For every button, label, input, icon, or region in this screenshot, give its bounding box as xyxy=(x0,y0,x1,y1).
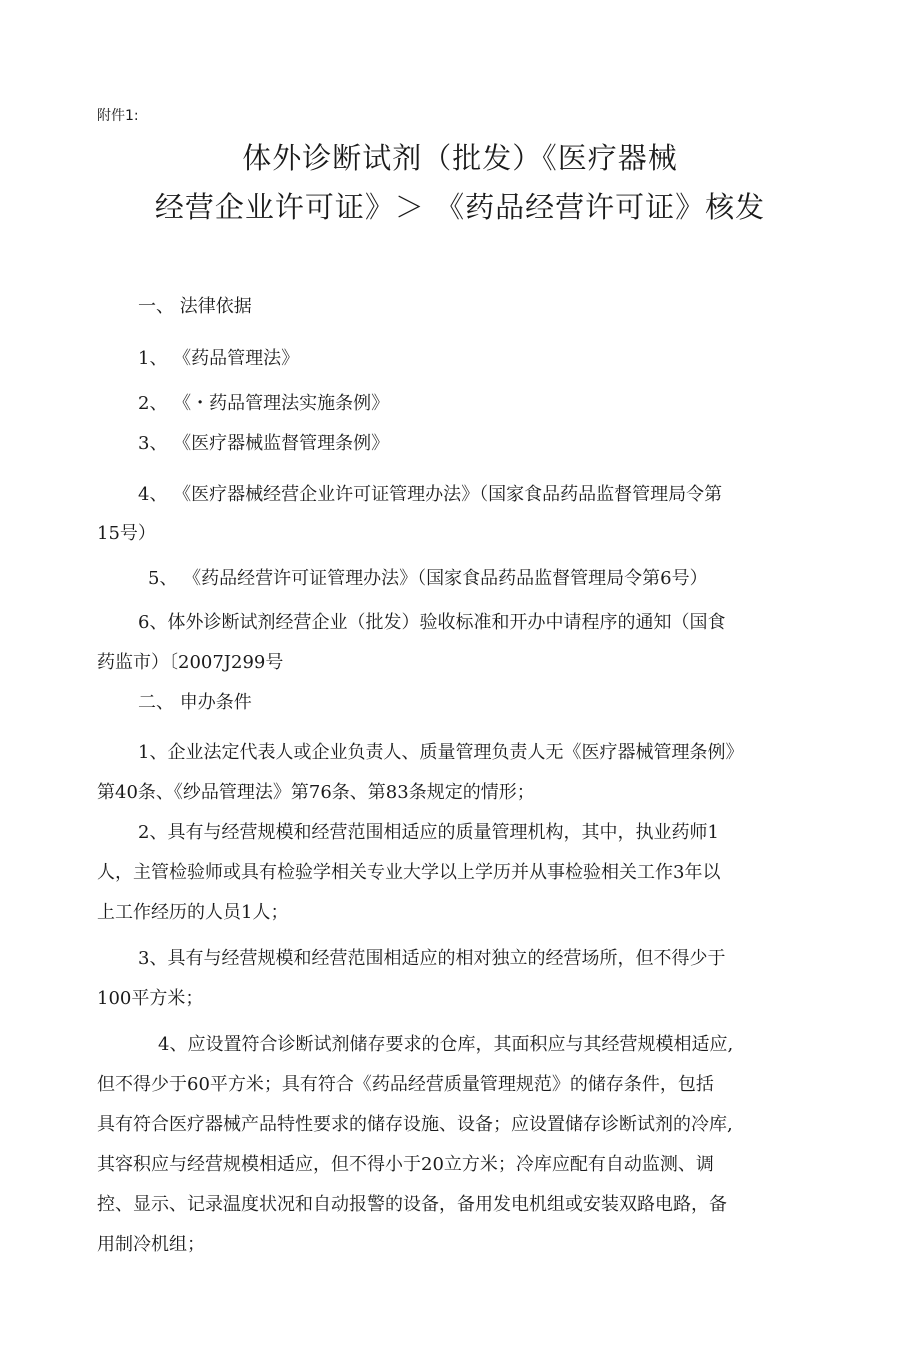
condition-line: 人，主管检验师或具有检验学相关专业大学以上学历并从事检验相关工作3年以 xyxy=(97,862,721,883)
section-heading-legal-basis: 一、 法律依据 xyxy=(138,296,252,317)
condition-line: 1、企业法定代表人或企业负责人、质量管理负责人无《医疗器械管理条例》 xyxy=(138,742,744,763)
document-title-line-2: 经营企业许可证》＞ 《药品经营许可证》核发 xyxy=(154,190,766,224)
condition-line: 3、具有与经营规模和经营范围相适应的相对独立的经营场所，但不得少于 xyxy=(138,948,726,969)
condition-line: 其容积应与经营规模相适应，但不得小于20立方米；冷库应配有自动监测、调 xyxy=(97,1154,714,1175)
attachment-label: 附件1: xyxy=(97,108,139,124)
legal-basis-item-3: 3、 《医疗器械监督管理条例》 xyxy=(138,433,390,454)
condition-line: 但不得少于60平方米；具有符合《药品经营质量管理规范》的储存条件，包括 xyxy=(97,1074,714,1095)
condition-line: 上工作经历的人员1人； xyxy=(97,902,289,923)
condition-line: 100平方米； xyxy=(97,988,204,1009)
condition-line: 2、具有与经营规模和经营范围相适应的质量管理机构，其中，执业药师1 xyxy=(138,822,719,843)
legal-basis-item-4-cont: 15号） xyxy=(97,523,156,544)
condition-line: 控、显示、记录温度状况和自动报警的设备，备用发电机组或安装双路电路，备 xyxy=(97,1194,727,1215)
legal-basis-item-4: 4、 《医疗器械经营企业许可证管理办法》（国家食品药品监督管理局令第 xyxy=(138,484,723,505)
section-heading-conditions: 二、 申办条件 xyxy=(138,692,252,713)
legal-basis-item-1: 1、 《药品管理法》 xyxy=(138,348,300,369)
condition-line: 用制冷机组； xyxy=(97,1234,205,1255)
condition-line: 4、应设置符合诊断试剂储存要求的仓库，其面积应与其经营规模相适应, xyxy=(158,1034,734,1055)
condition-line: 第40条、《纱品管理法》第76条、第83条规定的情形； xyxy=(97,782,535,803)
legal-basis-item-2: 2、 《・药品管理法实施条例》 xyxy=(138,393,390,414)
legal-basis-item-6: 6、体外诊断试剂经营企业（批发）验收标准和开办中请程序的通知（国食 xyxy=(138,612,726,633)
legal-basis-item-5: 5、 《药品经营许可证管理办法》（国家食品药品监督管理局令第6号） xyxy=(148,568,708,589)
condition-line: 具有符合医疗器械产品特性要求的储存设施、设备；应设置储存诊断试剂的冷库, xyxy=(97,1114,733,1135)
legal-basis-item-6-cont: 药监市）〔2007J299号 xyxy=(97,652,284,673)
document-title-line-1: 体外诊断试剂（批发）《医疗器械 xyxy=(242,141,678,175)
